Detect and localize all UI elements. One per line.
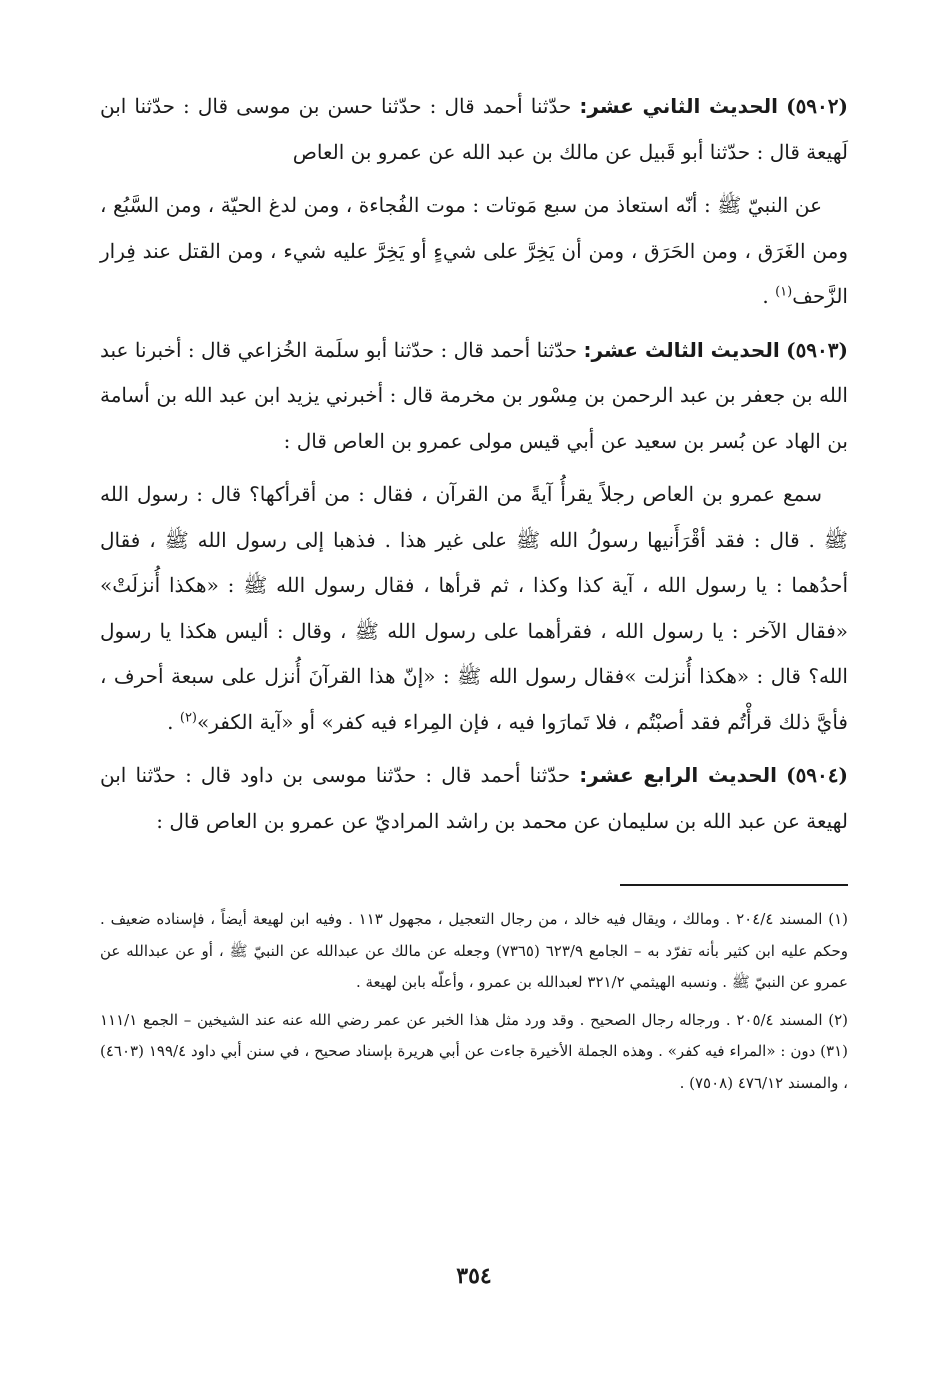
footnote-separator <box>620 884 848 886</box>
main-text <box>100 84 848 844</box>
footnote-1 <box>100 904 848 999</box>
hadith-label: الحديث الرابع عشر: <box>579 763 777 787</box>
footnote-number: (١) <box>828 910 849 928</box>
matn-end: . <box>167 709 180 734</box>
footnotes <box>100 904 848 1099</box>
hadith-5902-isnad <box>100 84 848 175</box>
matn-end: . <box>762 284 776 308</box>
page-number: ٣٥٤ <box>456 1263 492 1289</box>
hadith-number: (٥٩٠٤) <box>786 763 848 787</box>
footnote-text: المسند ٢٠٥/٤ . ورجاله رجال الصحيح . وقد ورد مثل هذا الخبر عن عمر رضي الله عنه عند الشيخين – الجمع ١١١/١ (٣١) دون : «المراء فيه كفر» . وهذه الجملة الأخيرة جاءت عن أبي هريرة بإسناد صحيح ، في سنن أبي داود ١٩٩/٤ (٤٦٠٣) ، والمسند ٤٧٦/١٢ (٧٥٠٨) . <box>100 1010 849 1092</box>
hadith-number: (٥٩٠٣) <box>786 337 848 362</box>
isnad-text: حدّثنا أحمد قال : حدّثنا موسى بن داود قال : حدّثنا ابن لهيعة عن عبد الله بن سليمان عن محمد بن راشد المراديّ عن عمرو بن العاص قال : <box>100 763 848 833</box>
footnote-text: المسند ٢٠٤/٤ . ومالك ، ويقال فيه خالد ، من رجال التعجيل ، مجهول ١١٣ . وفيه ابن لهيعة أيضاً ، فإسناده ضعيف . وحكم عليه ابن كثير بأنه تفرّد به – الجامع ٦٢٣/٩ (٧٣٦٥) وجعله عن مالك عن عبدالله عن النبيّ ﷺ ، أو عن عبدالله عن عمرو عن النبيّ ﷺ . ونسبه الهيثمي ٣٢١/٢ لعبدالله بن عمرو ، وأعلّه بابن لهيعة . <box>100 910 848 991</box>
footnote-ref-2[interactable]: (٢) <box>179 709 197 725</box>
isnad-text: حدّثنا أحمد قال : حدّثنا حسن بن موسى قال : حدّثنا ابن لَهيعة قال : حدّثنا أبو قَبيل عن مالك بن عبد الله عن عمرو بن العاص <box>100 94 848 164</box>
footnote-number: (٢) <box>828 1010 848 1029</box>
hadith-number: (٥٩٠٢) <box>786 94 848 118</box>
hadith-label: الحديث الثاني عشر: <box>579 94 779 118</box>
hadith-5902-matn <box>100 183 848 320</box>
hadith-5903-isnad <box>100 328 848 465</box>
hadith-5903-matn <box>100 472 848 745</box>
footnote-2 <box>100 1005 848 1100</box>
isnad-text: حدّثنا أحمد قال : حدّثنا أبو سلَمة الخُزاعي قال : أخبرنا عبد الله بن جعفر بن عبد الرحمن بن مِسْور بن مخرمة قال : أخبرني يزيد ابن عبد الله بن أسامة بن الهاد عن بُسر بن سعيد عن أبي قيس مولى عمرو بن العاص قال : <box>100 337 848 453</box>
matn-text: عن النبيّ ﷺ : أنّه استعاذ من سبع مَوتات : موت الفُجاءة ، ومن لدغ الحيّة ، ومن السَّبُع ، ومن الغَرَق ، ومن الحَرَق ، ومن أن يَخِرَّ على شيءٍ أو يَخِرَّ عليه شيء ، ومن القتل عند فِرار الزَّحف <box>100 193 848 308</box>
hadith-label: الحديث الثالث عشر: <box>583 337 780 362</box>
matn-text: سمع عمرو بن العاص رجلاً يقرأُ آيةً من القرآن ، فقال : من أقرأكها؟ قال : رسول الله ﷺ . قال : فقد أقْرَأَنيها رسولُ الله ﷺ على غير هذا . فذهبا إلى رسول الله ﷺ ، فقال أحدُهما : يا رسول الله ، آية كذا وكذا ، ثم قرأها ، فقال رسول الله ﷺ : «هكذا أُنزلَتْ» «فقال الآخر : يا رسول الله ، فقرأهما على رسول الله ﷺ ، وقال : أليس هكذا يا رسول الله؟ قال : «هكذا أُنزلت »فقال رسول الله ﷺ : «إنّ هذا القرآنَ أُنزل على سبعة أحرف ، فأيَّ ذلك قرأْتُم فقد أصبْتُم ، فلا تَمارَوا فيه ، فإن المِراء فيه كفر» أو «آية الكفر» <box>100 482 848 734</box>
footnote-ref-1[interactable]: (١) <box>775 284 793 300</box>
hadith-5904-isnad <box>100 753 848 844</box>
